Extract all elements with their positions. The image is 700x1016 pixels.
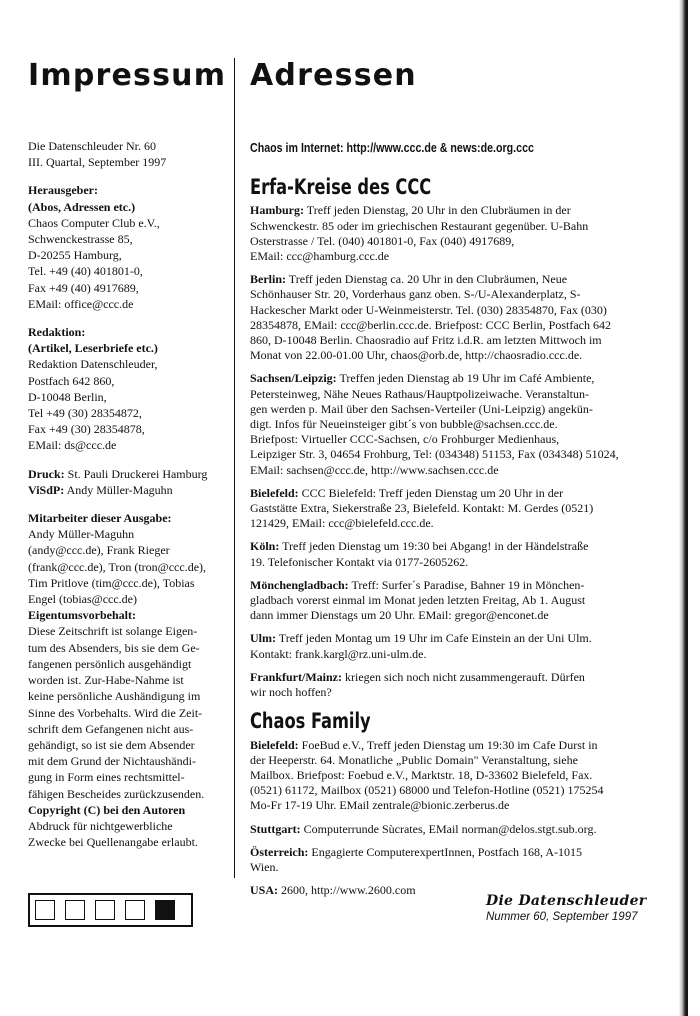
entry-label: Österreich: (250, 844, 309, 859)
ownership-line: fähigen Bescheides zurückzusenden. (28, 786, 205, 801)
entry-text: FoeBud e.V., Treff jeden Dienstag um 19:30 im Cafe Durst in (298, 737, 598, 752)
entry-text: Schönhauser Str. 20, Vorderhaus ganz oben. S-/U-Alexanderplatz, S- (250, 287, 581, 302)
entry-line (250, 303, 645, 318)
entry-line (250, 845, 645, 860)
editorial-line: Redaktion Datenschleuder, (28, 357, 158, 372)
address-entry (250, 822, 645, 837)
visdp-label: ViSdP: (28, 482, 65, 497)
staff-block (28, 510, 228, 607)
family-heading: Chaos Family (250, 709, 371, 734)
ownership-block (28, 607, 228, 801)
entry-text: Osterstrasse / Tel. (040) 401801-0, Fax (040) 4917689, (250, 233, 515, 248)
entry-text: Gaststätte Extra, Siekerstraße 23, Bielefeld. Kontakt: M. Gerdes (0521) (250, 501, 594, 516)
entry-line (250, 593, 645, 608)
scan-margin (688, 0, 700, 1016)
empty-box (35, 900, 55, 920)
ownership-line: worden ist. Zur-Habe-Nahme ist (28, 673, 184, 688)
entry-line (250, 318, 645, 333)
editorial-line: EMail: ds@ccc.de (28, 438, 117, 453)
entry-text: Monat von 22.00-01.00 Uhr, chaos@orb.de, http://chaosradio.ccc.de. (250, 348, 583, 363)
druck-label: Druck: (28, 466, 65, 481)
entry-text: gladbach vorerst einmal im Monat jeden letzten Freitag, Ab 1. August (250, 593, 586, 608)
address-entry (250, 371, 645, 477)
entry-label: Bielefeld: (250, 485, 299, 500)
entry-text: Treff jeden Dienstag ca. 20 Uhr in den Clubräumen, Neue (286, 272, 568, 287)
entry-line (250, 234, 645, 249)
entry-line (250, 501, 645, 516)
entry-text: 2600, http://www.2600.com (278, 883, 416, 898)
entry-line (250, 203, 645, 218)
entry-label: Sachsen/Leipzig: (250, 371, 337, 386)
druck-value: St. Pauli Druckerei Hamburg (64, 466, 208, 481)
entry-line (250, 486, 645, 501)
entry-label: Berlin: (250, 272, 286, 287)
address-entry (250, 631, 645, 661)
entry-text: Leipziger Str. 3, 04654 Frohburg, Tel: (034348) 51153, Fax (034348) 51024, (250, 447, 619, 462)
entry-text: gen werden p. Mail über den Sachsen-Verteiler (Uni-Leipzig) angekün- (250, 401, 593, 416)
entry-text: Treff jeden Montag um 19 Uhr im Cafe Einstein an der Uni Ulm. (276, 631, 592, 646)
entry-line (250, 685, 645, 700)
staff-line: (andy@ccc.de), Frank Rieger (28, 543, 170, 558)
entry-label: Ulm: (250, 631, 276, 646)
entry-line (250, 371, 645, 386)
visdp-value: Andy Müller-Maguhn (64, 482, 173, 497)
address-entry (250, 272, 645, 363)
entry-line (250, 860, 645, 875)
entry-label: Köln: (250, 539, 280, 554)
entry-label: Stuttgart: (250, 821, 301, 836)
publisher-line: Schwenckestrasse 85, (28, 232, 133, 247)
address-entry (250, 539, 645, 569)
entry-line (250, 578, 645, 593)
issue-block (28, 138, 228, 170)
entry-line (250, 387, 645, 402)
entry-line (250, 670, 645, 685)
entry-text: der Heeperstr. 64. Monatliche „Public Domain" Veranstaltung, siehe (250, 752, 578, 767)
entry-line (250, 219, 645, 234)
staff-line: Tim Pritlove (tim@ccc.de), Tobias (28, 575, 195, 590)
ownership-line: Diese Zeitschrift ist solange Eigen- (28, 624, 198, 639)
publisher-subheading: (Abos, Adressen etc.) (28, 199, 136, 214)
empty-box (125, 900, 145, 920)
erfa-heading: Erfa-Kreise des CCC (250, 175, 432, 200)
ownership-line: tum des Absenders, bis sie dem Ge- (28, 640, 200, 655)
staff-line: (frank@ccc.de), Tron (tron@ccc.de), (28, 559, 207, 574)
internet-line: Chaos im Internet: http://www.ccc.de & news:de.org.ccc (250, 140, 534, 155)
editorial-block (28, 324, 228, 454)
column-divider (234, 58, 235, 878)
entry-text: Engagierte ComputerexpertInnen, Postfach 168, A-1015 (308, 844, 583, 859)
entry-text: Computerrunde Sùcrates, EMail norman@delos.stgt.sub.org. (300, 821, 597, 836)
entry-line (250, 631, 645, 646)
entry-label: Bielefeld: (250, 737, 299, 752)
entry-text: Kontakt: frank.kargl@rz.uni-ulm.de. (250, 646, 427, 661)
entry-text: 121429, EMail: ccc@bielefeld.ccc.de. (250, 516, 434, 531)
entry-text: CCC Bielefeld: Treff jeden Dienstag um 20 Uhr in der (298, 485, 564, 500)
ownership-line: mit dem Grund der Nichtaushändi- (28, 754, 196, 769)
entry-label: Mönchengladbach: (250, 577, 349, 592)
filled-box (155, 900, 175, 920)
print-block (28, 466, 228, 498)
entry-text: Mo-Fr 17-19 Uhr. EMail zentrale@bionic.zerberus.de (250, 798, 510, 813)
entry-text: Hackescher Markt oder U-Weinmeisterstr. Tel. (030) 28354870, Fax (030) (250, 302, 607, 317)
address-entry (250, 578, 645, 624)
footer-issue: Nummer 60, September 1997 (486, 911, 638, 923)
entry-line (250, 417, 645, 432)
copyright-block (28, 802, 228, 851)
publisher-line: Tel. +49 (40) 401801-0, (28, 264, 143, 279)
scan-edge (679, 0, 688, 1016)
entry-label: Frankfurt/Mainz: (250, 669, 342, 684)
entry-line (250, 287, 645, 302)
entry-label: USA: (250, 883, 279, 898)
editorial-line: D-10048 Berlin, (28, 389, 107, 404)
staff-heading: Mitarbeiter dieser Ausgabe: (28, 511, 172, 526)
impressum-title: Impressum (28, 58, 227, 93)
copyright-line: Zwecke bei Quellenangabe erlaubt. (28, 835, 198, 850)
copyright-line: Abdruck für nichtgewerbliche (28, 818, 173, 833)
address-entry (250, 203, 645, 264)
address-entry (250, 486, 645, 532)
ownership-line: keine persönliche Aushändigung im (28, 689, 201, 704)
copyright-heading: Copyright (C) bei den Autoren (28, 802, 186, 817)
entry-line (250, 348, 645, 363)
entry-line (250, 798, 645, 813)
entry-line (250, 516, 645, 531)
empty-box (95, 900, 115, 920)
entry-line (250, 333, 645, 348)
entry-text: Treffen jeden Dienstag ab 19 Uhr im Café Ambiente, (336, 371, 595, 386)
entry-text: Mailbox. Briefpost: Foebud e.V., Marktstr. 18, D-33602 Bielefeld, Fax. (250, 767, 593, 782)
publisher-line: D-20255 Hamburg, (28, 248, 122, 263)
entry-text: 28354878, EMail: ccc@berlin.ccc.de. Briefpost: CCC Berlin, Postfach 642 (250, 317, 611, 332)
entry-line (250, 402, 645, 417)
ownership-line: fangenen persönlich ausgehändigt (28, 656, 192, 671)
visdp-line (28, 482, 228, 498)
entry-line (250, 753, 645, 768)
entry-line (250, 272, 645, 287)
entry-text: Treff jeden Dienstag um 19:30 bei Abgang! in der Händelstraße (279, 539, 589, 554)
publisher-block (28, 182, 228, 312)
adressen-title: Adressen (250, 58, 417, 93)
entry-text: 860, D-10048 Berlin. Chaosradio auf Fritz i.d.R. am letzten Mittwoch im (250, 333, 602, 348)
address-entry (250, 738, 645, 814)
family-list (250, 738, 645, 899)
entry-text: Schwenckestr. 85 oder im griechischen Restaurant gegenüber. U-Bahn (250, 218, 589, 233)
adressen-column (250, 140, 645, 906)
ownership-line: gung in Form eines rechtsmittel- (28, 770, 185, 785)
entry-text: 19. Telefonischer Kontakt via 0177-2605262. (250, 554, 469, 569)
editorial-line: Postfach 642 860, (28, 373, 115, 388)
entry-label: Hamburg: (250, 203, 304, 218)
entry-line (250, 738, 645, 753)
entry-text: Wien. (250, 859, 279, 874)
entry-line (250, 539, 645, 554)
entry-line (250, 647, 645, 662)
entry-line (250, 783, 645, 798)
ownership-line: schrift dem Gefangenen nicht aus- (28, 721, 194, 736)
issue-line: III. Quartal, September 1997 (28, 155, 167, 170)
publisher-line: Fax +49 (40) 4917689, (28, 280, 139, 295)
staff-line: Andy Müller-Maguhn (28, 527, 135, 542)
entry-text: (0521) 61172, Mailbox (0521) 68000 und Telefon-Hotline (0521) 175254 (250, 783, 604, 798)
staff-line: Engel (tobias@ccc.de) (28, 592, 138, 607)
empty-box (65, 900, 85, 920)
entry-line (250, 608, 645, 623)
footer (486, 893, 647, 923)
entry-text: Petersteinweg, Nähe Neues Rathaus/Hauptpolizeiwache. Veranstaltun- (250, 386, 589, 401)
entry-text: wir noch hoffen? (250, 685, 332, 700)
ownership-line: Sinne des Vorbehalts. Wird die Zeit- (28, 705, 203, 720)
address-entry (250, 670, 645, 700)
ownership-line: gehändigt, so ist sie dem Absender (28, 737, 195, 752)
issue-line: Die Datenschleuder Nr. 60 (28, 139, 156, 153)
editorial-line: Fax +49 (30) 28354878, (28, 422, 145, 437)
impressum-column (28, 138, 228, 862)
entry-line (250, 432, 645, 447)
masthead: Die Datenschleuder (486, 893, 647, 909)
entry-text: EMail: sachsen@ccc.de, http://www.sachsen.ccc.de (250, 462, 499, 477)
erfa-list (250, 203, 645, 700)
entry-text: Treff jeden Dienstag, 20 Uhr in den Clubräumen in der (304, 203, 571, 218)
druck-line (28, 466, 228, 482)
ownership-heading: Eigentumsvorbehalt: (28, 608, 136, 623)
entry-text: Treff: Surfer´s Paradise, Bahner 19 in Mönchen- (348, 577, 585, 592)
entry-line (250, 555, 645, 570)
entry-text: Briefpost: Virtueller CCC-Sachsen, c/o Frohburger Medienhaus, (250, 432, 560, 447)
editorial-line: Tel +49 (30) 28354872, (28, 406, 142, 421)
entry-line (250, 249, 645, 264)
entry-text: EMail: ccc@hamburg.ccc.de (250, 249, 390, 264)
entry-text: kriegen sich noch nicht zusammengerauft. Dürfen (342, 669, 585, 684)
publisher-line: EMail: office@ccc.de (28, 296, 134, 311)
entry-line (250, 768, 645, 783)
editorial-subheading: (Artikel, Leserbriefe etc.) (28, 341, 158, 356)
publisher-line: Chaos Computer Club e.V., (28, 215, 160, 230)
entry-line (250, 463, 645, 478)
editorial-heading: Redaktion: (28, 325, 86, 340)
publisher-heading: Herausgeber: (28, 183, 98, 198)
entry-line (250, 447, 645, 462)
entry-text: dann immer Dienstags um 20 Uhr. EMail: gregor@enconet.de (250, 608, 549, 623)
entry-text: digt. Infos für Neueinsteiger gibt´s von bubble@sachsen.ccc.de. (250, 417, 558, 432)
entry-line (250, 822, 645, 837)
address-entry (250, 845, 645, 875)
issue-indicator-boxes (28, 893, 193, 927)
